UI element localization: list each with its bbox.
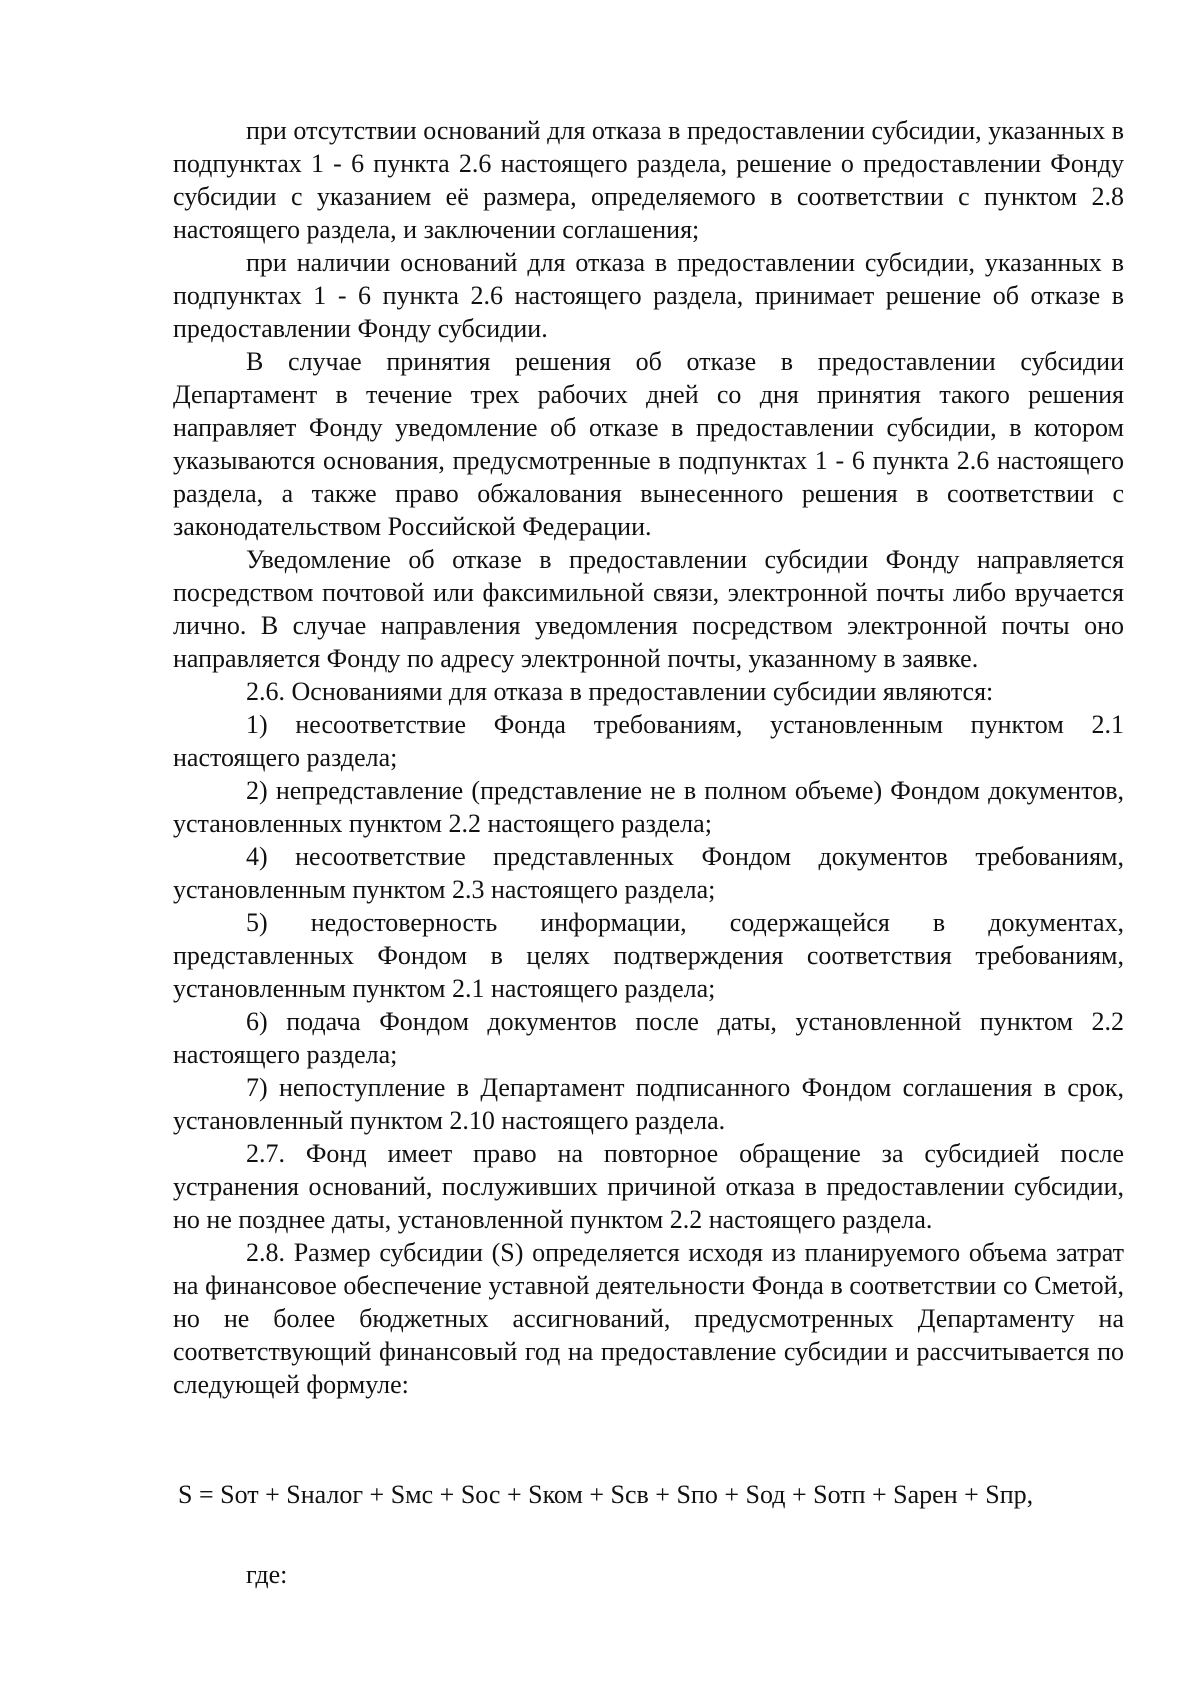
list-item: 7) непоступление в Департамент подписанного Фондом соглашения в срок, установленный пунктом 2.10 настоящего раздела. [173, 1073, 1124, 1135]
list-item: 4) несоответствие представленных Фондом документов требованиям, установленным пунктом 2.3 настоящего раздела; [173, 842, 1124, 904]
paragraph: 2.7. Фонд имеет право на повторное обращение за субсидией после устранения оснований, послуживших причиной отказа в предоставлении субсидии, но не позднее даты, установленной пунктом 2.2 настоящего раздела. [173, 1139, 1124, 1234]
document-body [173, 114, 1124, 1401]
list-item: 1) несоответствие Фонда требованиям, установленным пунктом 2.1 настоящего раздела; [173, 710, 1124, 772]
paragraph: Уведомление об отказе в предоставлении субсидии Фонду направляется посредством почтовой или факсимильной связи, электронной почты либо вручается лично. В случае направления уведомления посредством электронной почты оно направляется Фонду по адресу электронной почты, указанному в заявке. [173, 545, 1124, 673]
list-item: 6) подача Фондом документов после даты, установленной пунктом 2.2 настоящего раздела; [173, 1007, 1124, 1069]
subsidy-formula: S = Sот + Sналог + Sмс + Sос + Sком + Sсв + Sпо + Sод + Sотп + Sарен + Sпр, [178, 1480, 1034, 1509]
where-label: где: [246, 1560, 288, 1589]
paragraph: при отсутствии оснований для отказа в предоставлении субсидии, указанных в подпунктах 1 - 6 пункта 2.6 настоящего раздела, решение о предоставлении Фонду субсидии с указанием её размера, определяемого в соответствии с пунктом 2.8 настоящего раздела, и заключении соглашения; [173, 116, 1124, 244]
paragraph: 2.6. Основаниями для отказа в предоставлении субсидии являются: [246, 677, 994, 706]
paragraph: 2.8. Размер субсидии (S) определяется исходя из планируемого объема затрат на финансовое обеспечение уставной деятельности Фонда в соответствии со Сметой, но не более бюджетных ассигнований, предусмотренных Департаменту на соответствующий финансовый год на предоставление субсидии и рассчитывается по следующей формуле: [173, 1238, 1124, 1399]
paragraph: В случае принятия решения об отказе в предоставлении субсидии Департамент в течение трех рабочих дней со дня принятия такого решения направляет Фонду уведомление об отказе в предоставлении субсидии, в котором указываются основания, предусмотренные в подпунктах 1 - 6 пункта 2.6 настоящего раздела, а также право обжалования вынесенного решения в соответствии с законодательством Российской Федерации. [173, 347, 1124, 541]
paragraph: при наличии оснований для отказа в предоставлении субсидии, указанных в подпунктах 1 - 6 пункта 2.6 настоящего раздела, принимает решение об отказе в предоставлении Фонду субсидии. [173, 248, 1124, 343]
list-item: 2) непредставление (представление не в полном объеме) Фондом документов, установленных пунктом 2.2 настоящего раздела; [173, 776, 1124, 838]
list-item: 5) недостоверность информации, содержащейся в документах, представленных Фондом в целях подтверждения соответствия требованиям, установленным пунктом 2.1 настоящего раздела; [173, 908, 1124, 1003]
